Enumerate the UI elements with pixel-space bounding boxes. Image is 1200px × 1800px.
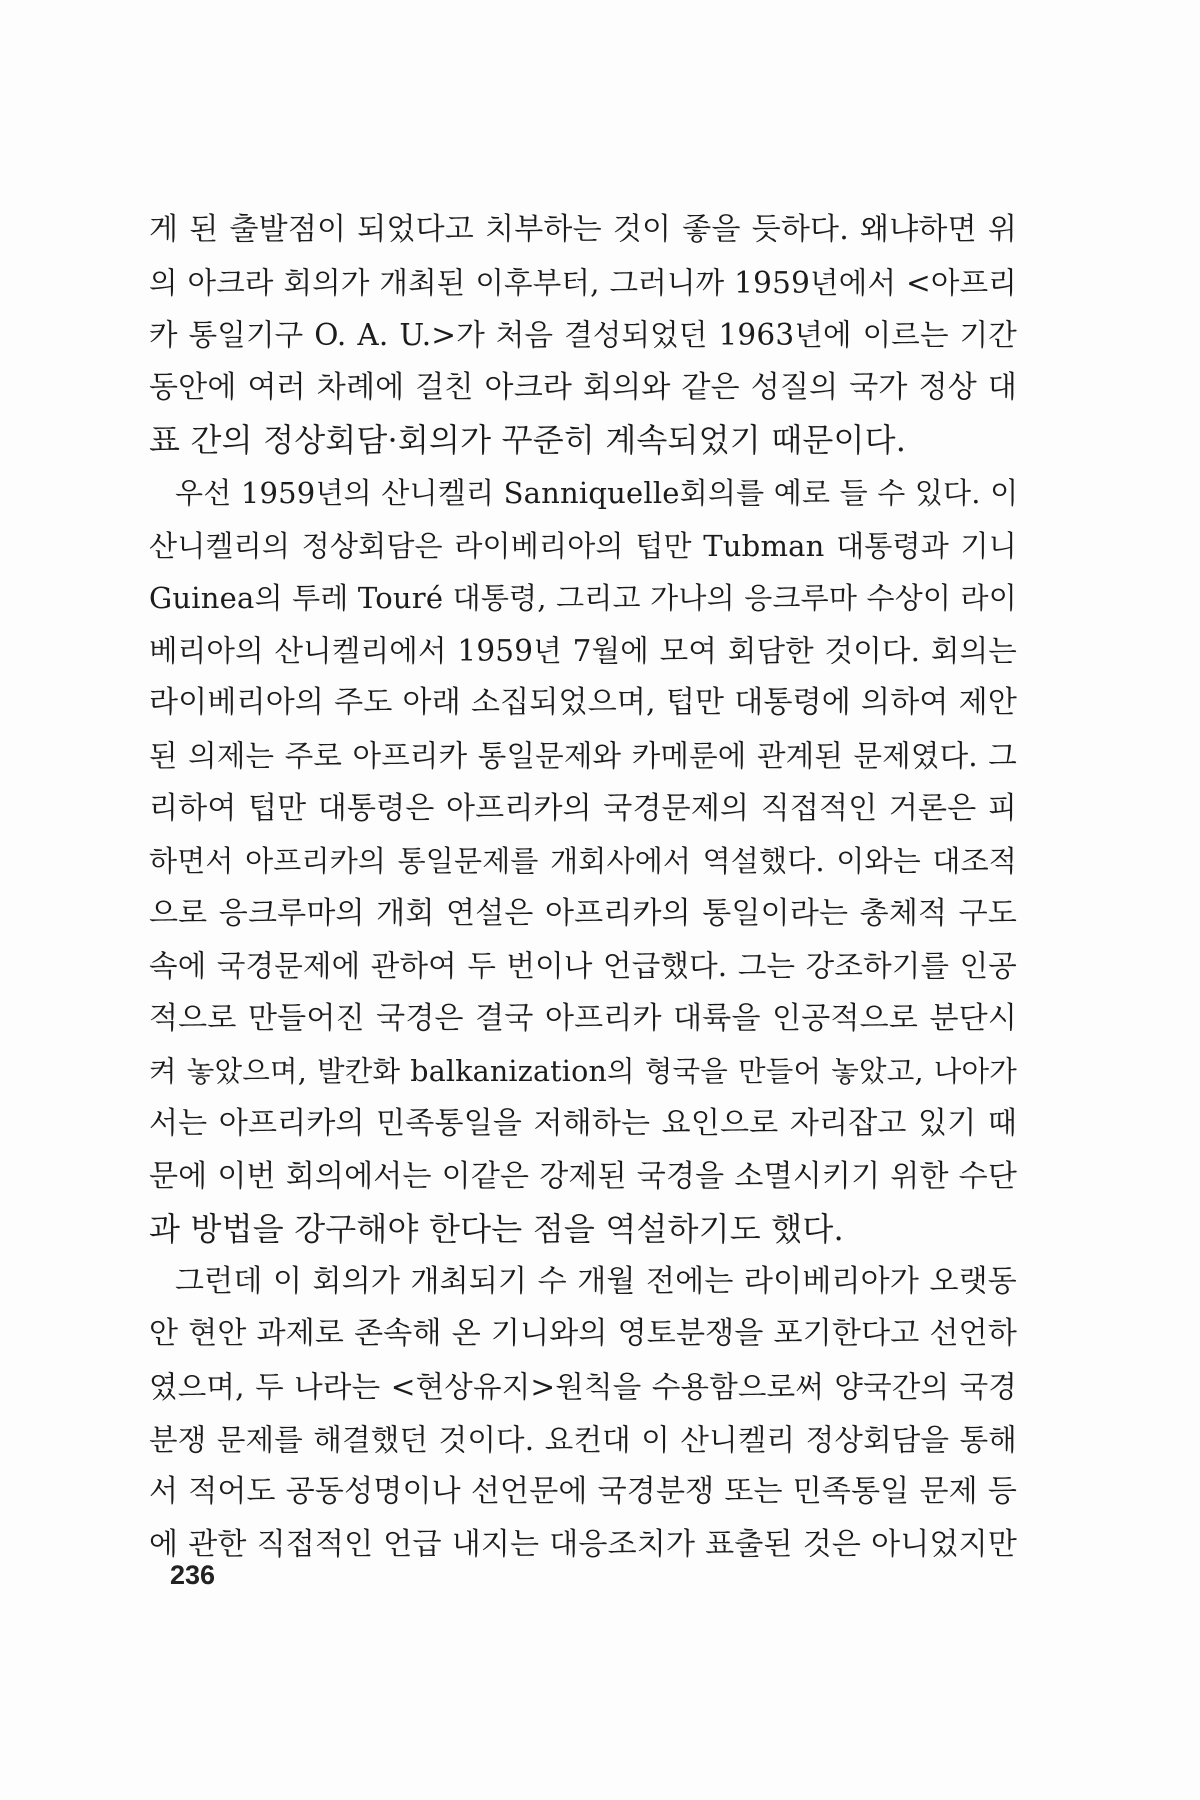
text-line: 하면서 아프리카의 통일문제를 개회사에서 역설했다. 이와는 대조적 — [149, 844, 1017, 879]
text-line: 과 방법을 강구해야 한다는 점을 역설하기도 했다. — [149, 1210, 844, 1249]
text-line: 베리아의 산니켈리에서 1959년 7월에 모여 회담한 것이다. 회의는 — [149, 633, 1017, 668]
text-line: 속에 국경문제에 관하여 두 번이나 언급했다. 그는 강조하기를 인공 — [149, 949, 1017, 984]
text-line: 라이베리아의 주도 아래 소집되었으며, 텁만 대통령에 의하여 제안 — [149, 685, 1017, 721]
text-line: 된 의제는 주로 아프리카 통일문제와 카메룬에 관계된 문제였다. 그 — [149, 738, 1017, 773]
text-line: 였으며, 두 나라는 <현상유지>원칙을 수용함으로써 양국간의 국경 — [149, 1370, 1017, 1405]
text-line: 켜 놓았으며, 발칸화 balkanization의 형국을 만들어 놓았고, 나아가 — [149, 1054, 1017, 1088]
text-line: 안 현안 과제로 존속해 온 기니와의 영토분쟁을 포기한다고 선언하 — [149, 1316, 1017, 1352]
text-line: 게 된 출발점이 되었다고 치부하는 것이 좋을 듯하다. 왜냐하면 위 — [149, 212, 1017, 247]
text-line: 문에 이번 회의에서는 이같은 강제된 국경을 소멸시키기 위한 수단 — [149, 1158, 1017, 1194]
text-line: 표 간의 정상회담·회의가 꾸준히 계속되었기 때문이다. — [149, 421, 907, 460]
text-line: 적으로 만들어진 국경은 결국 아프리카 대륙을 인공적으로 분단시 — [149, 1000, 1017, 1036]
text-line: 산니켈리의 정상회담은 라이베리아의 텁만 Tubman 대통령과 기니 — [149, 528, 1017, 563]
text-line: 동안에 여러 차례에 걸친 아크라 회의와 같은 성질의 국가 정상 대 — [149, 369, 1017, 405]
text-line: 우선 1959년의 산니켈리 Sanniquelle회의를 예로 들 수 있다. 이 — [175, 475, 1019, 510]
text-line: 의 아크라 회의가 개최된 이후부터, 그러니까 1959년에서 <아프리 — [149, 265, 1017, 300]
text-line: Guinea의 투레 Touré 대통령, 그리고 가나의 응크루마 수상이 라이 — [149, 581, 1017, 616]
page-number: 236 — [170, 1560, 216, 1590]
text-line: 분쟁 문제를 해결했던 것이다. 요컨대 이 산니켈리 정상회담을 통해 — [149, 1422, 1017, 1457]
body-text — [149, 204, 1017, 1571]
text-line: 카 통일기구 O. A. U.>가 처음 결성되었던 1963년에 이르는 기간 — [149, 318, 1017, 353]
text-line: 에 관한 직접적인 언급 내지는 대응조치가 표출된 것은 아니었지만 — [149, 1526, 1017, 1562]
text-line: 서 적어도 공동성명이나 선언문에 국경분쟁 또는 민족통일 문제 등 — [149, 1474, 1017, 1510]
text-line: 리하여 텁만 대통령은 아프리카의 국경문제의 직접적인 거론은 피 — [149, 790, 1017, 826]
text-line: 그런데 이 회의가 개최되기 수 개월 전에는 라이베리아가 오랫동 — [175, 1263, 1017, 1299]
text-line: 서는 아프리카의 민족통일을 저해하는 요인으로 자리잡고 있기 때 — [149, 1106, 1017, 1142]
text-line: 으로 응크루마의 개회 연설은 아프리카의 통일이라는 총체적 구도 — [149, 895, 1017, 931]
